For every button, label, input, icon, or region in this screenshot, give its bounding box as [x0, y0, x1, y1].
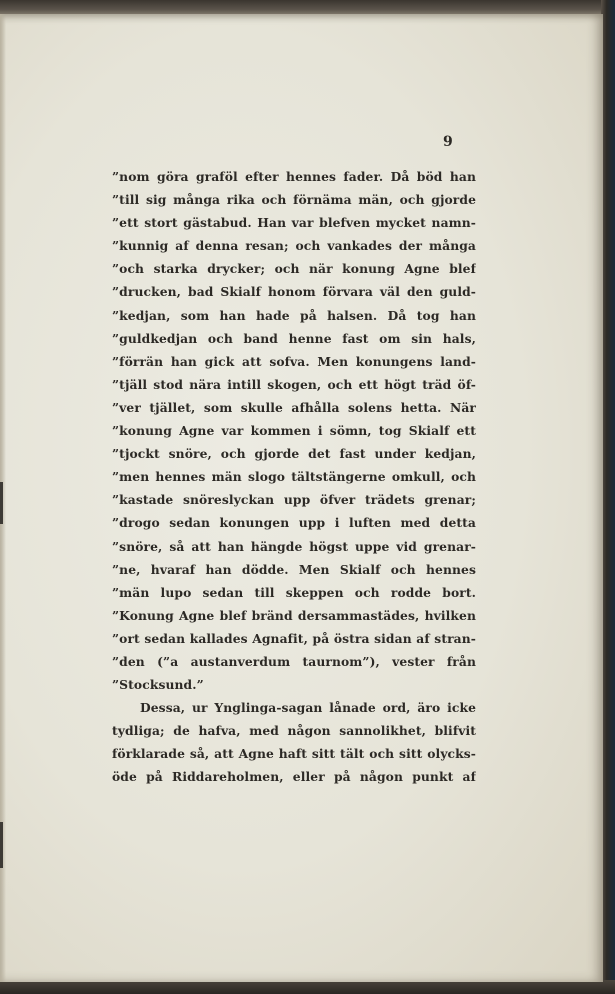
- text-line: ”drogo sedan konungen upp i luften med detta: [112, 515, 476, 531]
- margin-mark: [0, 822, 3, 868]
- book-page: [0, 14, 603, 982]
- text-line: ”till sig många rika och förnäma män, och gjorde: [112, 192, 476, 208]
- text-line: förklarade så, att Agne haft sitt tält och sitt olycks-: [112, 746, 476, 762]
- text-line: ”guldkedjan och band henne fast om sin hals,: [112, 330, 476, 346]
- text-line: ”kunnig af denna resan; och vankades der många: [112, 238, 476, 254]
- text-line: ”och starka drycker; och när konung Agne blef: [112, 261, 476, 277]
- text-line: öde på Riddareholmen, eller på någon punkt af: [112, 769, 476, 785]
- text-line: ”kastade snöreslyckan upp öfver trädets grenar;: [112, 492, 476, 508]
- text-line: ”kedjan, som han hade på halsen. Då tog han: [112, 307, 476, 323]
- text-line: ”den (”a austanverdum taurnom”), vester från: [112, 653, 476, 669]
- text-line: ”Konung Agne blef bränd dersammastädes, hvilken: [112, 607, 476, 623]
- text-line: ”men hennes män slogo tältstängerne omkull, och: [112, 469, 476, 485]
- text-line: ”nom göra graföl efter hennes fader. Då böd han: [112, 169, 476, 184]
- body-text: [112, 165, 476, 789]
- text-line: ”män lupo sedan till skeppen och rodde bort.: [112, 584, 476, 600]
- text-line: ”tjockt snöre, och gjorde det fast under kedjan,: [112, 446, 476, 462]
- binding-right-edge: [601, 0, 615, 994]
- text-line: ”tjäll stod nära intill skogen, och ett högt träd öf-: [112, 376, 476, 392]
- text-line: ”ver tjället, som skulle afhålla solens hetta. När: [112, 399, 476, 415]
- text-line: ”drucken, bad Skialf honom förvara väl den guld-: [112, 284, 476, 300]
- text-line: ”ne, hvaraf han dödde. Men Skialf och hennes: [112, 561, 476, 577]
- text-line: ”snöre, så att han hängde högst uppe vid grenar-: [112, 538, 476, 554]
- paragraph-start-line: Dessa, ur Ynglinga-sagan lånade ord, äro icke: [140, 700, 476, 716]
- text-line: ”Stocksund.”: [112, 677, 204, 693]
- text-line: tydliga; de hafva, med någon sannolikhet, blifvit: [112, 723, 476, 739]
- text-line: ”konung Agne var kommen i sömn, tog Skialf ett: [112, 423, 476, 439]
- text-line: ”ett stort gästabud. Han var blefven mycket namn-: [112, 215, 476, 231]
- margin-mark: [0, 482, 3, 524]
- text-line: ”förrän han gick att sofva. Men konungens land-: [112, 353, 476, 369]
- binding-bottom-edge: [0, 980, 615, 994]
- text-line: ”ort sedan kallades Agnafit, på östra sidan af stran-: [112, 630, 476, 646]
- page-number: 9: [443, 134, 453, 150]
